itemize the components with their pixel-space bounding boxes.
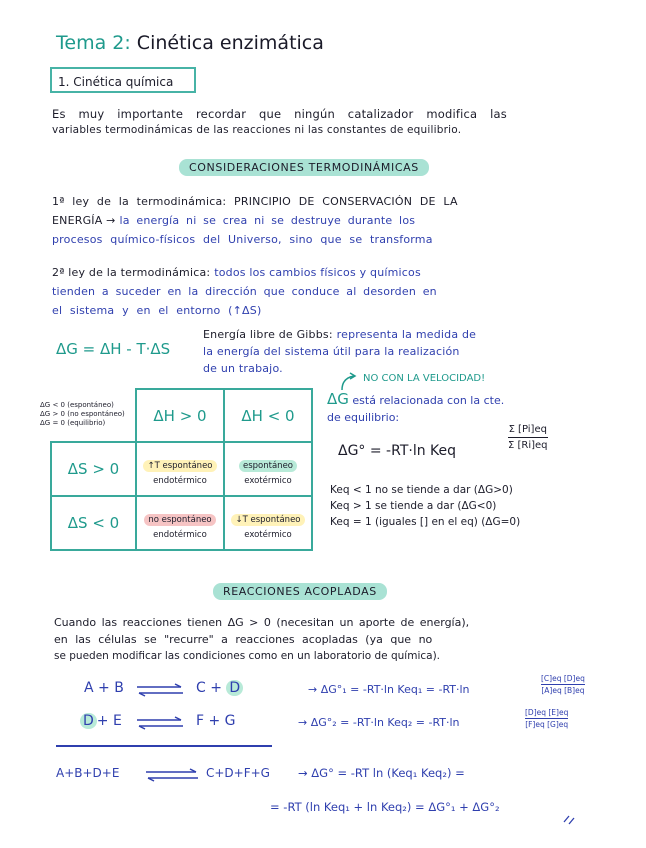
double-check-icon xyxy=(562,812,580,826)
equilibrium-arrow-1-icon xyxy=(135,683,185,697)
coupled-paragraph xyxy=(54,614,624,665)
coupled-line-1: Cuando las reacciones tienen ΔG > 0 (necesitan un aporte de energía), xyxy=(54,616,470,629)
sum-divider xyxy=(56,745,272,747)
cell-12-sub: exotérmico xyxy=(244,475,292,486)
legend-non-spontaneous: ΔG > 0 (no espontáneo) xyxy=(40,410,125,418)
equilibrium-arrow-3-icon xyxy=(144,768,200,782)
second-law-line-3: el sistema y en el entorno (↑ΔS) xyxy=(52,304,262,317)
reaction-1-right: C + D xyxy=(196,680,243,696)
spontaneity-grid xyxy=(50,388,313,551)
reaction-1-fraction xyxy=(541,674,585,695)
gibbs-label: Energía libre de Gibbs: xyxy=(203,328,333,341)
second-law-line-2: tienden a suceder en la dirección que conduce al desorden en xyxy=(52,285,437,298)
gibbs-equation: ΔG = ΔH - T·ΔS xyxy=(56,340,171,358)
title-main: Cinética enzimática xyxy=(136,32,324,54)
intro-line-2: variables termodinámicas de las reacciones ni las constantes de equilibrio. xyxy=(52,124,462,136)
reaction-2-left: D + E xyxy=(80,713,122,729)
reaction-1-left: A + B xyxy=(84,680,124,696)
cell-12-label: espontáneo xyxy=(239,460,297,472)
gibbs-desc-2: la energía del sistema útil para la realización xyxy=(203,345,460,358)
grid-corner xyxy=(51,389,136,442)
keq-rule-3: Keq = 1 (iguales [] en el eq) (ΔG=0) xyxy=(330,516,521,528)
grid-cell-22 xyxy=(224,496,312,550)
curved-arrow-icon xyxy=(338,370,360,392)
coupled-line-3: se pueden modificar las condiciones como en un laboratorio de química). xyxy=(54,650,441,662)
cell-21-label: no espontáneo xyxy=(144,514,215,526)
cell-22-sub: exotérmico xyxy=(244,529,292,540)
dg-fraction-den: Σ [Ri]eq xyxy=(508,440,548,451)
page-title xyxy=(56,32,324,54)
grid-row-ds-positive: ΔS > 0 xyxy=(51,442,136,496)
dg-fraction xyxy=(508,424,548,451)
dg-fraction-num: Σ [Pi]eq xyxy=(508,424,547,435)
heading-coupled-text: REACCIONES ACOPLADAS xyxy=(213,583,387,600)
heading-coupled xyxy=(213,580,387,599)
gibbs-desc-1: representa la medida de xyxy=(336,328,477,341)
first-law-line-3: procesos químico-físicos del Universo, sino que se transforma xyxy=(52,233,433,246)
reaction-2-num: [D]eq [E]eq xyxy=(525,708,569,717)
cell-11-label: ↑T espontáneo xyxy=(143,460,216,472)
cell-21-sub: endotérmico xyxy=(153,529,207,540)
second-law-desc: todos los cambios físicos y químicos xyxy=(214,266,421,279)
reaction-2-eq: → ΔG°₂ = -RT·ln Keq₂ = -RT·ln xyxy=(298,716,460,729)
first-law-desc: la energía ni se crea ni se destruye durante los xyxy=(119,214,416,227)
cell-11-sub: endotérmico xyxy=(153,475,207,486)
sum-equation-2: = -RT (ln Keq₁ + ln Keq₂) = ΔG°₁ + ΔG°₂ xyxy=(270,800,500,814)
heading-thermo xyxy=(179,156,429,175)
keq-rule-2: Keq > 1 se tiende a dar (ΔG<0) xyxy=(330,500,497,512)
gibbs-desc-3: de un trabajo. xyxy=(203,362,283,375)
reaction-2-right: F + G xyxy=(196,713,236,729)
reaction-1-bar xyxy=(541,684,585,685)
sum-equation: → ΔG° = -RT ln (Keq₁ Keq₂) = xyxy=(298,766,465,780)
coupled-line-2: en las células se "recurre" a reacciones acopladas (ya que no xyxy=(54,633,433,646)
keq-rules xyxy=(330,482,520,530)
grid-col-dh-negative: ΔH < 0 xyxy=(224,389,312,442)
dg-relation xyxy=(327,391,627,426)
sum-left: A+B+D+E xyxy=(56,766,120,780)
second-law xyxy=(52,263,622,320)
section-label-box: 1. Cinética química xyxy=(50,67,196,93)
reaction-1-eq: → ΔG°₁ = -RT·ln Keq₁ = -RT·ln xyxy=(308,683,470,696)
legend-spontaneous: ΔG < 0 (espontáneo) xyxy=(40,401,114,409)
second-law-title: 2ª ley de la termodinámica: xyxy=(52,266,211,279)
dg-fraction-bar xyxy=(508,437,548,438)
reaction-1-num: [C]eq [D]eq xyxy=(541,674,585,683)
legend-equilibrium: ΔG = 0 (equilibrio) xyxy=(40,419,106,427)
reaction-2-bar xyxy=(525,718,568,719)
grid-row-ds-negative: ΔS < 0 xyxy=(51,496,136,550)
sum-right: C+D+F+G xyxy=(206,766,270,780)
equilibrium-arrow-2-icon xyxy=(135,716,185,730)
reaction-2-den: [F]eq [G]eq xyxy=(525,720,569,729)
intro-line-1: Es muy importante recordar que ningún catalizador modifica las xyxy=(52,107,507,121)
gibbs-description xyxy=(203,326,593,377)
keq-rule-1: Keq < 1 no se tiende a dar (ΔG>0) xyxy=(330,484,513,496)
first-law-line-1: 1ª ley de la termodinámica: PRINCIPIO DE CONSERVACIÓN DE LA xyxy=(52,195,458,208)
first-law-energy: ENERGÍA → xyxy=(52,214,116,227)
dg-formula: ΔG° = -RT·ln Keq xyxy=(338,443,457,459)
title-prefix: Tema 2: xyxy=(56,32,131,54)
heading-thermo-text: CONSIDERACIONES TERMODINÁMICAS xyxy=(179,159,429,176)
grid-cell-12 xyxy=(224,442,312,496)
intro-paragraph xyxy=(52,106,612,138)
velocity-note: NO CON LA VELOCIDAD! xyxy=(363,373,486,384)
grid-col-dh-positive: ΔH > 0 xyxy=(136,389,224,442)
dg-relation-2: de equilibrio: xyxy=(327,411,400,424)
grid-cell-21 xyxy=(136,496,224,550)
grid-cell-11 xyxy=(136,442,224,496)
first-law xyxy=(52,192,612,249)
reaction-2-fraction xyxy=(525,708,568,729)
reaction-1-den: [A]eq [B]eq xyxy=(541,686,585,695)
dg-relation-1: ΔG está relacionada con la cte. xyxy=(327,390,505,408)
cell-22-label: ↓T espontáneo xyxy=(231,514,304,526)
